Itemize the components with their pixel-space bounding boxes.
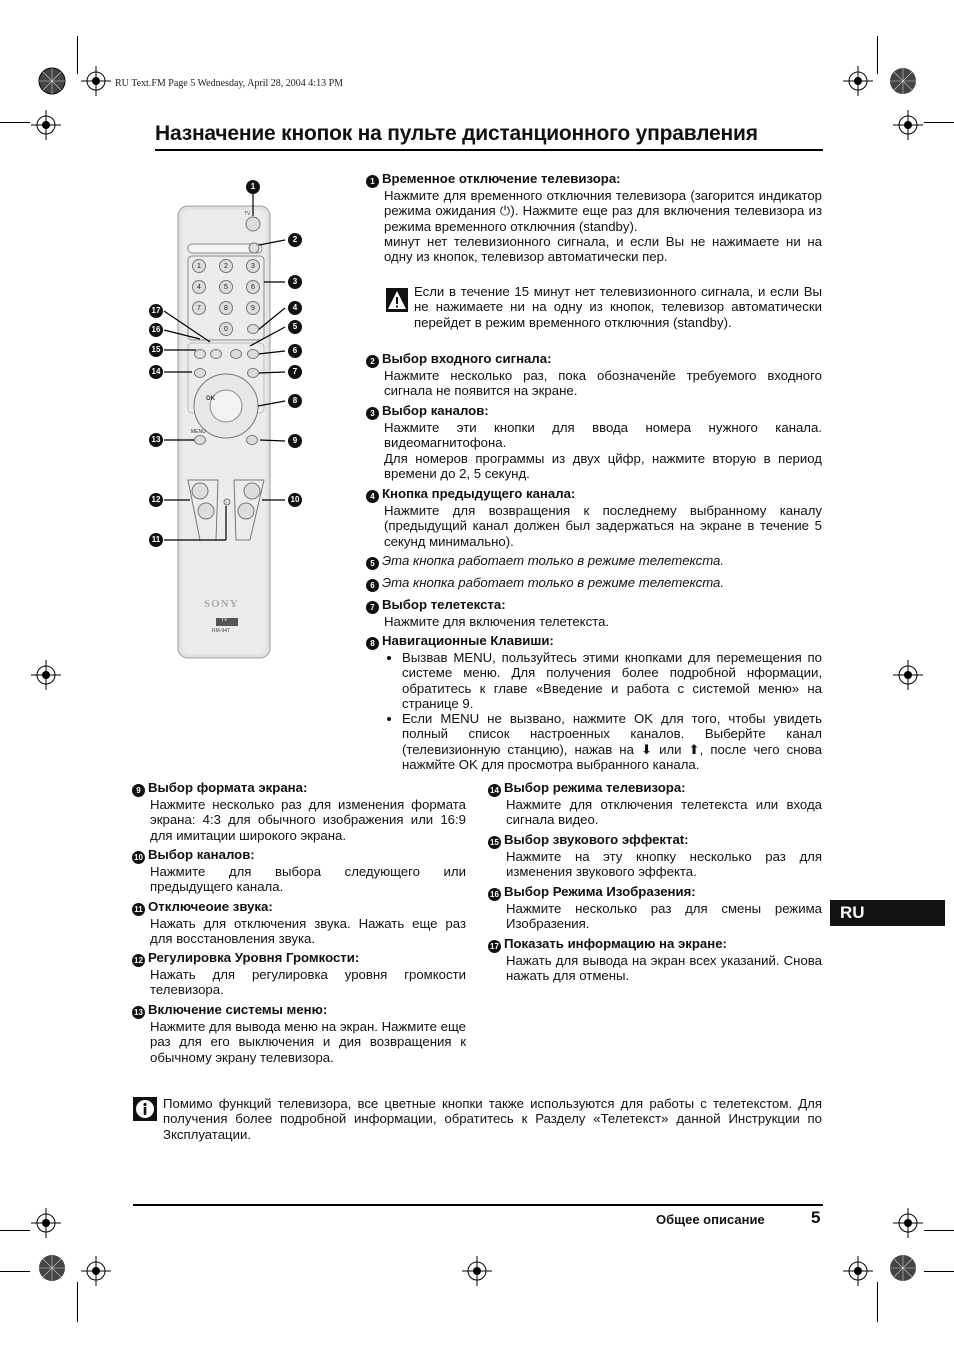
warning-icon: [386, 288, 408, 312]
section-3: [366, 403, 822, 481]
callout-badge: 7: [288, 365, 302, 379]
section-1: [366, 171, 822, 264]
section-title: Временное отключение телевизора:: [382, 171, 621, 186]
callout-badge: 11: [132, 903, 145, 916]
section-body: Нажать для вывода на экран всех указаний. Снова нажать для отмены.: [506, 953, 822, 984]
info-icon: [133, 1097, 157, 1121]
footer-rule: [133, 1204, 823, 1206]
crosshair-icon: [893, 1208, 923, 1238]
section-12: [132, 950, 466, 998]
callout-badge: 16: [488, 888, 501, 901]
crop-line: [77, 1282, 78, 1322]
remote-button[interactable]: [230, 349, 242, 359]
digit-key[interactable]: 2: [219, 259, 233, 273]
callout-badge: 10: [132, 851, 145, 864]
crop-line: [0, 1230, 30, 1231]
section-16: [488, 884, 822, 932]
section-4: [366, 486, 822, 549]
section-title: Показать информацию на экране:: [504, 936, 727, 951]
callout-badge: 6: [366, 579, 379, 592]
page-number: 5: [811, 1208, 821, 1227]
section-body: Эта кнопка работает только в режиме телетекста.: [382, 575, 725, 590]
crosshair-icon: [31, 110, 61, 140]
callout-badge: 4: [288, 301, 302, 315]
callout-badge: 13: [132, 1006, 145, 1019]
info-note: Помимо функций телевизора, все цветные кнопки также используются для работы с телетекстом. Для получения более подробной информации, обратитесь к Разделу «Телетекст» данной Инструкции по Зксплуатации.: [163, 1096, 822, 1142]
callout-badge: 9: [288, 434, 302, 448]
digit-key[interactable]: 7: [192, 301, 206, 315]
section-body: Нажмите несколько раз, пока обозначенйе требуемого входного сигнала не появится на экране.: [384, 368, 822, 399]
callout-badge: 3: [288, 275, 302, 289]
section-title: Выбор входного сигнала:: [382, 351, 552, 366]
section-title: Выбор телетекста:: [382, 597, 506, 612]
callout-badge: 12: [149, 493, 163, 507]
digit-key[interactable]: 4: [192, 280, 206, 294]
crop-line: [0, 1271, 30, 1272]
crop-line: [924, 1230, 954, 1231]
page-title: Назначение кнопок на пульте дистанционного управления: [155, 122, 823, 151]
section-6: [366, 575, 822, 592]
crosshair-icon: [893, 110, 923, 140]
section-title: Отключеоие звука:: [148, 899, 273, 914]
crosshair-icon: [31, 660, 61, 690]
model-label: RM-947: [212, 628, 230, 634]
callout-badge: 8: [288, 394, 302, 408]
callout-badge: 6: [288, 344, 302, 358]
callout-badge: 16: [149, 323, 163, 337]
footer-section: Общее описание: [656, 1212, 765, 1227]
crosshair-icon: [31, 1208, 61, 1238]
callout-badge: 8: [366, 637, 379, 650]
crop-line: [924, 122, 954, 123]
navigation-bullets: [366, 650, 822, 772]
callout-badge: 10: [288, 493, 302, 507]
section-13: [132, 1002, 466, 1065]
digit-key[interactable]: 1: [192, 259, 206, 273]
remote-button[interactable]: [210, 349, 222, 359]
section-title: Выбор формата экрана:: [148, 780, 308, 795]
section-body: Нажмите для вывода меню на экран. Нажмите еще раз для его выключения и дия возвращения к обычному экрану телевизора.: [150, 1019, 466, 1065]
callout-badge: 3: [366, 407, 379, 420]
section-title: Выбор звукового эффектat:: [504, 832, 689, 847]
section-body: Нажмите для временного отключния телевизора (загорится индикатор режима ожидания ⏻). Нажмите еще раз для включения телевизора из режима временного отключния (standby).: [384, 188, 822, 234]
ok-label: OK: [206, 396, 215, 402]
remote-button[interactable]: [247, 324, 259, 334]
menu-label: MENU: [191, 429, 206, 435]
section-7: [366, 597, 822, 629]
remote-button[interactable]: [194, 349, 206, 359]
callout-badge: 14: [149, 365, 163, 379]
callout-badge: 5: [366, 557, 379, 570]
registration-circle-icon: [888, 66, 918, 96]
crosshair-icon: [843, 66, 873, 96]
crosshair-icon: [893, 660, 923, 690]
registration-circle-icon: [888, 1253, 918, 1283]
section-body: Нажмите несколько раз для изменения формата экрана: 4:3 для обычного изображения или 16:9 для имитации широкого экрана.: [150, 797, 466, 843]
crop-line: [77, 36, 78, 74]
callout-badge: 12: [132, 954, 145, 967]
section-body: Нажать для отключения звука. Нажать еще раз для восстановления звука.: [150, 916, 466, 947]
digit-key[interactable]: 3: [246, 259, 260, 273]
section-body: Нажмите эти кнопки для ввода номера нужного канала. видеомагнитофона.: [384, 420, 822, 451]
tv-badge: TV: [221, 617, 228, 623]
section-body: Эта кнопка работает только в режиме телетекста.: [382, 553, 725, 568]
section-body: Нажмите для включения телетекста.: [384, 614, 610, 629]
section-title: Включение системы меню:: [148, 1002, 328, 1017]
section-2: [366, 351, 822, 399]
callout-badge: 5: [288, 320, 302, 334]
callout-badge: 2: [288, 233, 302, 247]
digit-key[interactable]: 0: [219, 322, 233, 336]
digit-key[interactable]: 9: [246, 301, 260, 315]
section-body: Нажать для регулировка уровня громкости телевизора.: [150, 967, 466, 998]
crosshair-icon: [81, 66, 111, 96]
callout-badge: 7: [366, 601, 379, 614]
language-tab: RU: [830, 900, 945, 926]
section-title: Выбор каналов:: [148, 847, 255, 862]
callout-badge: 15: [149, 343, 163, 357]
remote-control-drawing: [140, 178, 310, 668]
digit-key[interactable]: 5: [219, 280, 233, 294]
crop-line: [877, 36, 878, 74]
callout-badge: 17: [149, 304, 163, 318]
callout-badge: 1: [366, 175, 379, 188]
section-11: [132, 899, 466, 947]
remote-button[interactable]: [194, 435, 206, 445]
section-9: [132, 780, 466, 843]
callout-badge: 15: [488, 836, 501, 849]
digit-key[interactable]: 6: [246, 280, 260, 294]
section-body: минут нет телевизионного сигнала, и если Вы не нажимаете ни на одну из кнопок, телевизор автоматически пер.: [384, 233, 822, 265]
callout-badge: 14: [488, 784, 501, 797]
crosshair-icon: [81, 1256, 111, 1286]
section-10: [132, 847, 466, 895]
callout-badge: 9: [132, 784, 145, 797]
section-body: Нажмите для отключения телетекста или входа сигнала видео.: [506, 797, 822, 828]
section-title: Выбор Режима Изобразения:: [504, 884, 696, 899]
section-body: Нажмите для выбора следующего или предыдущего канала.: [150, 864, 466, 895]
remote-button[interactable]: [247, 349, 259, 359]
section-title: Кнопка предыдущего канала:: [382, 486, 576, 501]
callout-badge: 1: [246, 180, 260, 194]
remote-button[interactable]: [194, 368, 206, 378]
crosshair-icon: [843, 1256, 873, 1286]
crop-line: [877, 1282, 878, 1322]
crop-line: [0, 122, 30, 123]
callout-badge: 11: [149, 533, 163, 547]
remote-button[interactable]: [246, 435, 258, 445]
list-item: • Если MENU не вызвано, нажмите OK для того, чтобы увидеть полный список настроенных каналов. Выберйте канал (телевизионную станцию), нажав на ⬇ или ⬆, после чего снова нажмйте OK для просмотра выбранного канала.: [402, 711, 822, 772]
registration-circle-icon: [37, 66, 67, 96]
file-info-header: RU Text.FM Page 5 Wednesday, April 28, 2004 4:13 PM: [115, 78, 344, 89]
brand-logo: SONY: [204, 598, 239, 610]
section-body: Нажмите несколько раз для смены режима Изобразения.: [506, 901, 822, 932]
section-15: [488, 832, 822, 880]
section-body: Нажмите на эту кнопку несколько раз для изменения звукового эффекта.: [506, 849, 822, 880]
section-body: Нажмите для возвращения к последнему выбранному каналу (предыдущий канал должен был задержаться на экране в течение 5 секунд минимально).: [384, 503, 822, 549]
section-17: [488, 936, 822, 984]
section-5: [366, 553, 822, 570]
callout-badge: 2: [366, 355, 379, 368]
remote-illustration: [140, 178, 310, 668]
callout-badge: 13: [149, 433, 163, 447]
section-title: Регулировка Уровня Громкости:: [148, 950, 360, 965]
warning-note: Если в течение 15 минут нет телевизионного сигнала, и если Вы не нажимаете ни на одну из кнопок, телевизор автоматически перейдет в режим временного отключния (standby).: [414, 284, 822, 330]
registration-circle-icon: [37, 1253, 67, 1283]
digit-key[interactable]: 8: [219, 301, 233, 315]
list-item: • Вызвав MENU, пользуйтесь этими кнопками для перемещения по системе меню. Для получения более подробной нформации, обратитесь к главе «Введение и работа с системой меню» на странице 9.: [402, 650, 822, 711]
crosshair-icon: [462, 1256, 492, 1286]
section-title: Выбор режима телевизора:: [504, 780, 686, 795]
section-title: Навигационные Клавиши:: [382, 633, 554, 648]
section-body: Для номеров программы из двух цйфр, нажмите вторую в период времени до 2, 5 секунд.: [384, 450, 822, 481]
section-8: [366, 633, 822, 772]
section-14: [488, 780, 822, 828]
callout-badge: 4: [366, 490, 379, 503]
section-title: Выбор каналов:: [382, 403, 489, 418]
callout-badge: 17: [488, 940, 501, 953]
remote-button[interactable]: [247, 368, 259, 378]
crop-line: [924, 1271, 954, 1272]
tv-power-label: TV: [244, 211, 251, 217]
